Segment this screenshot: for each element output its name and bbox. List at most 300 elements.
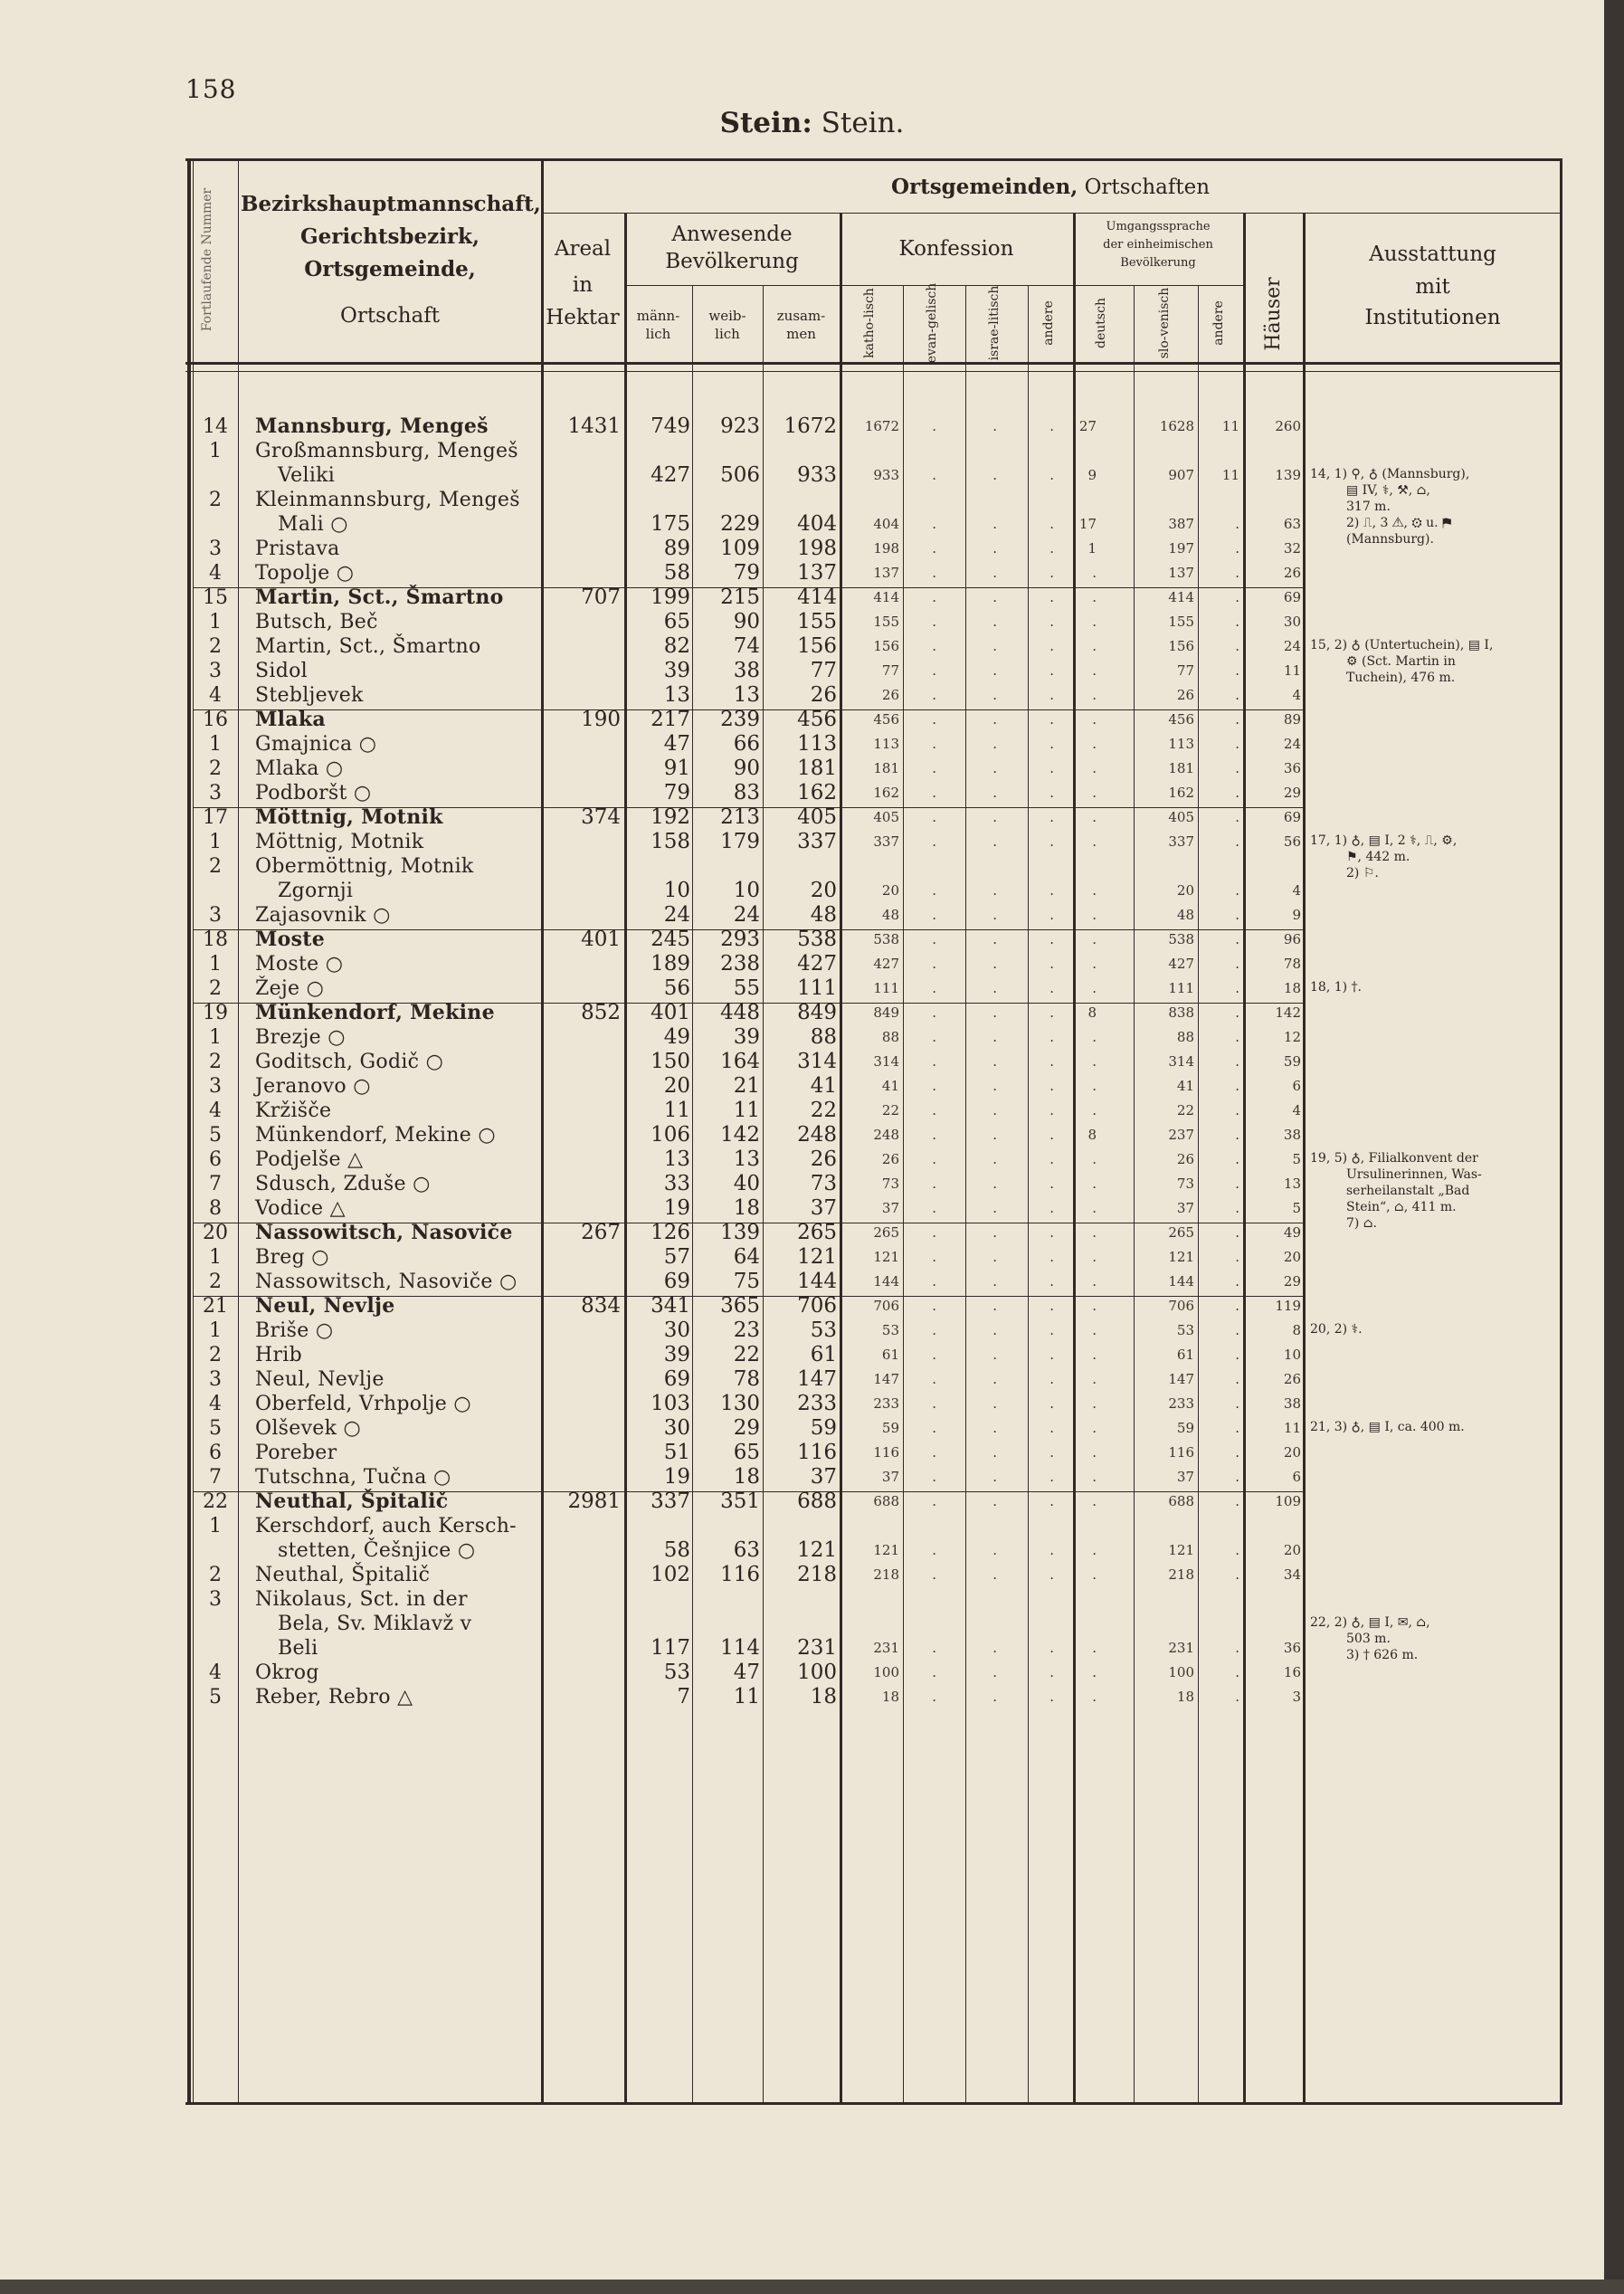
- cell-d: .: [1092, 1029, 1097, 1045]
- cell-z: 265: [797, 1221, 837, 1244]
- cell-k: 405: [873, 809, 899, 825]
- cell-d: .: [1092, 980, 1097, 996]
- cell-s: 414: [1168, 589, 1194, 605]
- cell-d: .: [1092, 711, 1097, 728]
- cell-h: 5: [1292, 1200, 1301, 1216]
- cell-o: 11: [1221, 467, 1239, 483]
- vline-2: [541, 158, 544, 2102]
- cell-w: 79: [733, 561, 760, 585]
- cell-h: 59: [1283, 1053, 1301, 1070]
- cell-s: 314: [1168, 1053, 1194, 1070]
- header-umg1: Umgangssprache: [1106, 220, 1211, 233]
- row-number: 19: [203, 1002, 228, 1024]
- cell-m: 341: [651, 1294, 690, 1318]
- cell-i: .: [992, 1444, 997, 1461]
- place-name: Kržišče: [255, 1099, 332, 1122]
- cell-a: .: [1049, 589, 1054, 605]
- row-number: 2: [209, 757, 222, 780]
- place-name: Veliki: [278, 464, 336, 487]
- cell-s: 237: [1168, 1127, 1194, 1143]
- place-name: Jeranovo ○: [255, 1075, 371, 1098]
- cell-h: 69: [1283, 809, 1301, 825]
- note-line: 21, 3) ♁, ▤ I, ca. 400 m.: [1310, 1420, 1465, 1434]
- cell-o: .: [1235, 1249, 1239, 1265]
- cell-z: 156: [797, 634, 837, 658]
- areal-value: 401: [581, 928, 621, 951]
- header-slov: slo-venisch: [1157, 287, 1172, 359]
- cell-a: .: [1049, 1322, 1054, 1338]
- cell-k: 100: [873, 1664, 899, 1680]
- cell-z: 18: [810, 1685, 837, 1709]
- cell-i: .: [992, 1249, 997, 1265]
- cell-w: 130: [720, 1392, 760, 1415]
- place-name: Brezje ○: [255, 1026, 346, 1049]
- cell-e: .: [932, 1078, 936, 1094]
- cell-m: 39: [663, 659, 690, 682]
- cell-a: .: [1049, 1127, 1054, 1143]
- header-z2: men: [786, 326, 816, 342]
- place-name: Nikolaus, Sct. in der: [255, 1588, 468, 1611]
- cell-k: 147: [873, 1371, 899, 1387]
- row-number: 6: [209, 1148, 222, 1171]
- cell-m: 11: [663, 1099, 690, 1122]
- cell-d: 17: [1078, 516, 1097, 532]
- cell-h: 30: [1283, 614, 1301, 630]
- header-anw2: Bevölkerung: [665, 250, 799, 273]
- cell-z: 26: [810, 1147, 837, 1171]
- cell-s: 907: [1168, 467, 1194, 483]
- place-name: Mali ○: [278, 513, 348, 536]
- cell-s: 88: [1176, 1029, 1194, 1045]
- place-name: Okrog: [255, 1661, 319, 1684]
- cell-s: 37: [1176, 1469, 1194, 1485]
- cell-m: 56: [663, 976, 690, 1000]
- place-name: Moste: [255, 928, 326, 951]
- cell-z: 456: [797, 708, 837, 731]
- cell-m: 217: [651, 708, 690, 731]
- cell-e: .: [932, 1640, 936, 1656]
- cell-e: .: [932, 516, 936, 532]
- place-name: Poreber: [255, 1442, 337, 1464]
- place-name: Podboršt ○: [255, 782, 372, 804]
- cell-o: .: [1235, 1224, 1239, 1241]
- cell-k: 41: [881, 1078, 899, 1094]
- cell-m: 150: [651, 1050, 690, 1073]
- cell-w: 39: [733, 1025, 760, 1049]
- cell-w: 47: [733, 1661, 760, 1684]
- place-name: Kleinmannsburg, Mengeš: [255, 489, 520, 511]
- note-line: 17, 1) ♁, ▤ I, 2 ⚕, ⎍, ⚙,: [1310, 833, 1458, 848]
- header-anw1: Anwesende: [671, 223, 793, 246]
- cell-e: .: [932, 907, 936, 923]
- header-konf: Konfession: [898, 237, 1014, 261]
- cell-o: .: [1235, 785, 1239, 801]
- cell-z: 77: [810, 659, 837, 682]
- cell-i: .: [992, 1322, 997, 1338]
- cell-o: .: [1235, 1298, 1239, 1314]
- cell-z: 706: [797, 1294, 837, 1318]
- cell-e: .: [932, 1420, 936, 1436]
- cell-m: 47: [663, 732, 690, 756]
- cell-a: .: [1049, 1689, 1054, 1705]
- cell-h: 26: [1283, 1371, 1301, 1387]
- cell-i: .: [992, 1298, 997, 1314]
- cell-a: .: [1049, 711, 1054, 728]
- row-number: 16: [203, 709, 228, 731]
- cell-o: .: [1235, 1273, 1239, 1290]
- cell-s: 688: [1168, 1493, 1194, 1509]
- areal-value: 852: [581, 1001, 621, 1024]
- row-number: 2: [209, 1051, 222, 1073]
- cell-o: .: [1235, 516, 1239, 532]
- place-name: Neul, Nevlje: [255, 1294, 395, 1318]
- row-number: 1: [209, 1319, 222, 1342]
- cell-a: .: [1049, 1053, 1054, 1070]
- cell-w: 18: [733, 1196, 760, 1220]
- cell-i: .: [992, 1566, 997, 1583]
- cell-i: .: [992, 1224, 997, 1241]
- cell-a: .: [1049, 540, 1054, 557]
- cell-i: .: [992, 1200, 997, 1216]
- cell-i: .: [992, 589, 997, 605]
- cell-e: .: [932, 736, 936, 752]
- vline-right: [1560, 158, 1562, 2102]
- cell-h: 16: [1283, 1664, 1301, 1680]
- page-number: 158: [185, 74, 237, 104]
- cell-k: 231: [873, 1640, 899, 1656]
- cell-w: 24: [733, 903, 760, 927]
- cell-s: 162: [1168, 785, 1194, 801]
- cell-a: .: [1049, 614, 1054, 630]
- cell-h: 29: [1283, 785, 1301, 801]
- row-number: 3: [209, 538, 222, 560]
- cell-i: .: [992, 1053, 997, 1070]
- cell-k: 1672: [864, 418, 899, 434]
- cell-w: 139: [720, 1221, 760, 1244]
- cell-e: .: [932, 589, 936, 605]
- cell-h: 12: [1283, 1029, 1301, 1045]
- row-number: 8: [209, 1197, 222, 1220]
- cell-a: .: [1049, 907, 1054, 923]
- row-number: 2: [209, 1344, 222, 1366]
- note-line: 317 m.: [1346, 500, 1391, 514]
- cell-h: 6: [1292, 1469, 1301, 1485]
- row-number: 1: [209, 611, 222, 633]
- row-number: 4: [209, 1099, 222, 1122]
- cell-a: .: [1049, 736, 1054, 752]
- cell-w: 116: [720, 1563, 760, 1586]
- place-name: Martin, Sct., Šmartno: [255, 585, 504, 609]
- cell-m: 106: [651, 1123, 690, 1147]
- place-name: Martin, Sct., Šmartno: [255, 635, 481, 658]
- cell-w: 215: [720, 585, 760, 609]
- cell-d: .: [1092, 1566, 1097, 1583]
- cell-e: .: [932, 1200, 936, 1216]
- cell-o: .: [1235, 540, 1239, 557]
- cell-w: 923: [720, 414, 760, 438]
- place-name: Olševek ○: [255, 1417, 362, 1440]
- place-name: Podjelše △: [255, 1148, 364, 1171]
- header-m1: männ-: [636, 308, 680, 324]
- cell-k: 181: [873, 760, 899, 776]
- cell-z: 88: [810, 1025, 837, 1049]
- rule-bottom: [185, 2102, 1562, 2105]
- cell-d: .: [1092, 614, 1097, 630]
- cell-i: .: [992, 907, 997, 923]
- cell-m: 199: [651, 585, 690, 609]
- cell-o: .: [1235, 833, 1239, 850]
- cell-o: .: [1235, 687, 1239, 703]
- cell-o: .: [1235, 1102, 1239, 1118]
- cell-m: 65: [663, 610, 690, 633]
- header-w1: weib-: [708, 308, 746, 324]
- row-number: 3: [209, 1075, 222, 1098]
- cell-w: 83: [733, 781, 760, 804]
- cell-d: .: [1092, 1273, 1097, 1290]
- cell-w: 351: [720, 1490, 760, 1513]
- cell-s: 121: [1168, 1249, 1194, 1265]
- header-bez4: Ortschaft: [339, 304, 441, 328]
- cell-k: 538: [873, 931, 899, 947]
- row-number: 1: [209, 1246, 222, 1269]
- cell-e: .: [932, 956, 936, 972]
- cell-h: 36: [1283, 760, 1301, 776]
- cell-h: 63: [1283, 516, 1301, 532]
- cell-m: 427: [651, 463, 690, 487]
- cell-k: 155: [873, 614, 899, 630]
- cell-o: .: [1235, 638, 1239, 654]
- cell-a: .: [1049, 785, 1054, 801]
- cell-z: 155: [797, 610, 837, 633]
- cell-a: .: [1049, 1176, 1054, 1192]
- cell-z: 162: [797, 781, 837, 804]
- cell-a: .: [1049, 638, 1054, 654]
- cell-d: .: [1092, 1371, 1097, 1387]
- row-number: 5: [209, 1417, 222, 1440]
- cell-o: .: [1235, 1151, 1239, 1167]
- cell-m: 39: [663, 1343, 690, 1366]
- cell-e: .: [932, 1224, 936, 1241]
- cell-m: 192: [651, 805, 690, 829]
- cell-w: 40: [733, 1172, 760, 1195]
- cell-h: 69: [1283, 589, 1301, 605]
- header-aus2: mit: [1415, 275, 1450, 299]
- cell-a: .: [1049, 1469, 1054, 1485]
- cell-s: 265: [1168, 1224, 1194, 1241]
- cell-e: .: [932, 1322, 936, 1338]
- cell-h: 56: [1283, 833, 1301, 850]
- row-number: 4: [209, 1393, 222, 1415]
- cell-a: .: [1049, 931, 1054, 947]
- cell-e: .: [932, 809, 936, 825]
- cell-w: 66: [733, 732, 760, 756]
- row-number: 1: [209, 440, 222, 462]
- cell-s: 111: [1168, 980, 1194, 996]
- cell-m: 51: [663, 1441, 690, 1464]
- cell-e: .: [932, 662, 936, 679]
- cell-a: .: [1049, 418, 1054, 434]
- cell-e: .: [932, 1566, 936, 1583]
- cell-e: .: [932, 1395, 936, 1412]
- cell-h: 11: [1283, 662, 1301, 679]
- cell-s: 405: [1168, 809, 1194, 825]
- cell-k: 53: [881, 1322, 899, 1338]
- cell-s: 77: [1176, 662, 1194, 679]
- areal-value: 1431: [567, 414, 621, 438]
- cell-s: 53: [1176, 1322, 1194, 1338]
- row-number: 6: [209, 1442, 222, 1464]
- cell-m: 30: [663, 1416, 690, 1440]
- cell-h: 119: [1275, 1298, 1301, 1314]
- row-number: 3: [209, 1368, 222, 1391]
- cell-w: 164: [720, 1050, 760, 1073]
- note-line: 15, 2) ♁ (Untertuchein), ▤ I,: [1310, 638, 1494, 652]
- header-bez2: Gerichtsbezirk,: [299, 224, 480, 249]
- cell-o: .: [1235, 907, 1239, 923]
- cell-h: 26: [1283, 565, 1301, 581]
- cell-d: 8: [1087, 1004, 1097, 1021]
- header-umg2: der einheimischen: [1103, 238, 1213, 252]
- cell-e: .: [932, 833, 936, 850]
- cell-e: .: [932, 1151, 936, 1167]
- cell-d: .: [1092, 565, 1097, 581]
- cell-i: .: [992, 931, 997, 947]
- cell-o: .: [1235, 1371, 1239, 1387]
- cell-k: 20: [881, 882, 899, 899]
- cell-h: 18: [1283, 980, 1301, 996]
- cell-m: 19: [663, 1196, 690, 1220]
- cell-h: 20: [1283, 1542, 1301, 1558]
- rule-anw: [624, 285, 840, 286]
- cell-z: 137: [797, 561, 837, 585]
- cell-o: .: [1235, 1420, 1239, 1436]
- place-name: Nassowitsch, Nasoviče: [255, 1221, 513, 1244]
- cell-z: 53: [810, 1318, 837, 1342]
- cell-k: 706: [873, 1298, 899, 1314]
- cell-d: .: [1092, 736, 1097, 752]
- cell-i: .: [992, 1078, 997, 1094]
- cell-a: .: [1049, 1224, 1054, 1241]
- cell-z: 73: [810, 1172, 837, 1195]
- cell-k: 22: [881, 1102, 899, 1118]
- cell-m: 13: [663, 683, 690, 707]
- place-name: Breg ○: [255, 1246, 329, 1269]
- cell-o: .: [1235, 1493, 1239, 1509]
- cell-z: 181: [797, 757, 837, 780]
- cell-z: 688: [797, 1490, 837, 1513]
- cell-m: 7: [677, 1685, 690, 1709]
- cell-s: 218: [1168, 1566, 1194, 1583]
- cell-o: .: [1235, 662, 1239, 679]
- cell-o: .: [1235, 736, 1239, 752]
- note-line: 7) ⌂.: [1346, 1216, 1377, 1231]
- institution-note: [1310, 637, 1523, 686]
- cell-s: 22: [1176, 1102, 1194, 1118]
- cell-o: .: [1235, 882, 1239, 899]
- place-name: Pristava: [255, 538, 340, 560]
- cell-e: .: [932, 540, 936, 557]
- cell-k: 248: [873, 1127, 899, 1143]
- place-name: Butsch, Beč: [255, 611, 378, 633]
- cell-h: 49: [1283, 1224, 1301, 1241]
- cell-h: 10: [1283, 1347, 1301, 1363]
- cell-k: 427: [873, 956, 899, 972]
- cell-m: 158: [651, 830, 690, 853]
- cell-h: 4: [1292, 687, 1301, 703]
- cell-o: .: [1235, 1176, 1239, 1192]
- cell-e: .: [932, 1004, 936, 1021]
- row-number: 4: [209, 1661, 222, 1684]
- place-name: Obermöttnig, Motnik: [255, 855, 474, 878]
- cell-z: 1672: [784, 414, 837, 438]
- institution-note: [1310, 833, 1523, 881]
- cell-s: 61: [1176, 1347, 1194, 1363]
- cell-z: 116: [797, 1441, 837, 1464]
- cell-m: 69: [663, 1270, 690, 1293]
- cell-i: .: [992, 711, 997, 728]
- cell-s: 26: [1176, 1151, 1194, 1167]
- row-number: 14: [203, 415, 228, 438]
- cell-s: 181: [1168, 760, 1194, 776]
- cell-w: 239: [720, 708, 760, 731]
- row-number: 2: [209, 635, 222, 658]
- cell-i: .: [992, 980, 997, 996]
- cell-i: .: [992, 565, 997, 581]
- cell-w: 55: [733, 976, 760, 1000]
- cell-o: .: [1235, 614, 1239, 630]
- cell-w: 21: [733, 1074, 760, 1098]
- cell-d: .: [1092, 1347, 1097, 1363]
- header-ortsg: [541, 175, 1560, 201]
- cell-w: 18: [733, 1465, 760, 1489]
- cell-s: 538: [1168, 931, 1194, 947]
- cell-w: 74: [733, 634, 760, 658]
- place-name: Möttnig, Motnik: [255, 831, 424, 853]
- cell-d: .: [1092, 1420, 1097, 1436]
- cell-k: 404: [873, 516, 899, 532]
- cell-z: 37: [810, 1465, 837, 1489]
- cell-d: .: [1092, 1689, 1097, 1705]
- cell-s: 41: [1176, 1078, 1194, 1094]
- cell-i: .: [992, 809, 997, 825]
- cell-e: .: [932, 1127, 936, 1143]
- row-number: 17: [203, 806, 228, 829]
- cell-k: 26: [881, 1151, 899, 1167]
- place-name: Zajasovnik ○: [255, 904, 391, 927]
- cell-z: 314: [797, 1050, 837, 1073]
- header-and1: andere: [1041, 300, 1056, 346]
- cell-o: .: [1235, 1395, 1239, 1412]
- row-number: 7: [209, 1173, 222, 1195]
- cell-e: .: [932, 882, 936, 899]
- header-areal1: Areal: [554, 237, 612, 261]
- cell-z: 337: [797, 830, 837, 853]
- cell-w: 448: [720, 1001, 760, 1024]
- header-areal3: Hektar: [546, 306, 620, 329]
- cell-a: .: [1049, 882, 1054, 899]
- cell-d: .: [1092, 1322, 1097, 1338]
- note-line: 14, 1) ⚲, ♁ (Mannsburg),: [1310, 467, 1470, 481]
- cell-i: .: [992, 760, 997, 776]
- header-evang: evan-gelisch: [925, 282, 939, 364]
- cell-d: .: [1092, 809, 1097, 825]
- row-number: 2: [209, 1564, 222, 1586]
- header-m2: lich: [645, 326, 671, 342]
- cell-z: 405: [797, 805, 837, 829]
- cell-a: .: [1049, 1347, 1054, 1363]
- cell-s: 18: [1176, 1689, 1194, 1705]
- cell-k: 456: [873, 711, 899, 728]
